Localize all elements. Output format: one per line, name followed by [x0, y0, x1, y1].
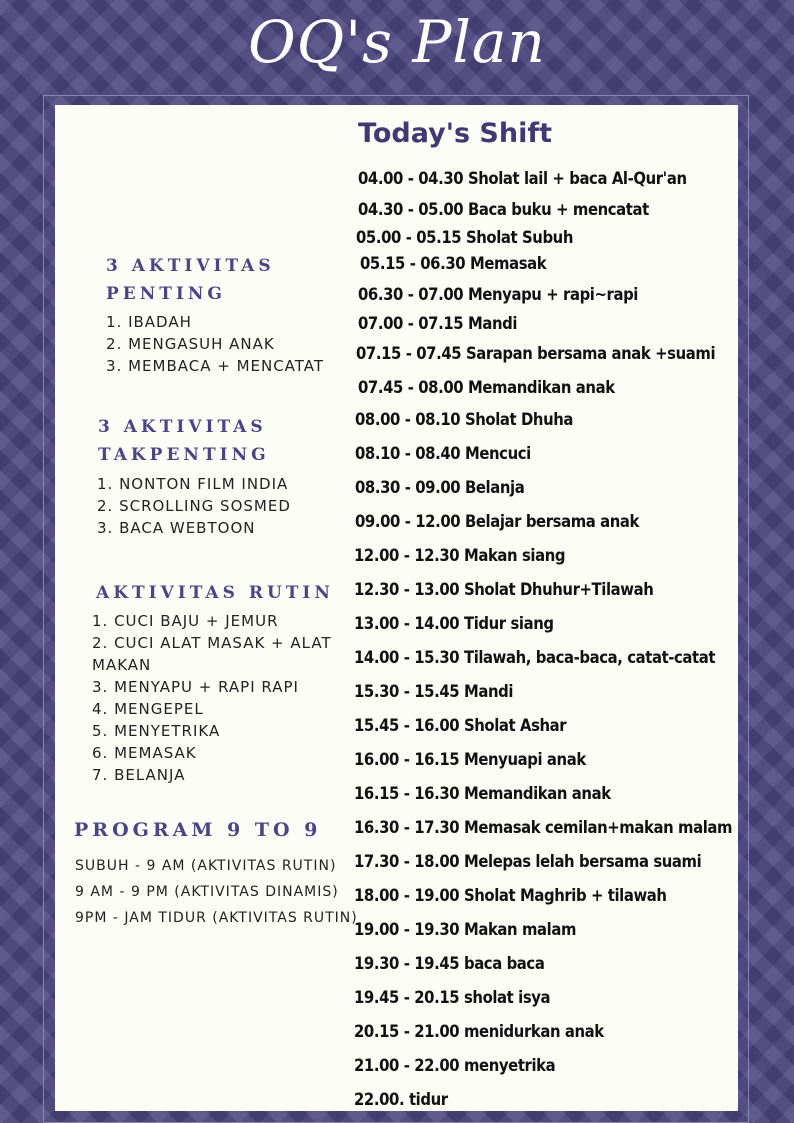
penting-list — [106, 311, 346, 377]
shift-item: 16.00 - 16.15 Menyuapi anak — [354, 750, 586, 769]
rutin-list — [92, 610, 354, 786]
shift-item: 22.00. tidur — [354, 1090, 448, 1109]
shift-item: 16.30 - 17.30 Memasak cemilan+makan malam — [354, 818, 733, 837]
shift-item: 21.00 - 22.00 menyetrika — [354, 1056, 556, 1075]
list-item: 4. MENGEPEL — [92, 700, 204, 718]
rutin-heading: AKTIVITAS RUTIN — [96, 583, 334, 603]
shift-item: 07.00 - 07.15 Mandi — [358, 314, 518, 333]
shift-item: 19.00 - 19.30 Makan malam — [354, 920, 577, 939]
shift-item: 17.30 - 18.00 Melepas lelah bersama suami — [354, 852, 702, 871]
list-item: 3. MEMBACA + MENCATAT — [106, 357, 325, 375]
shift-item: 05.15 - 06.30 Memasak — [360, 254, 547, 273]
takpenting-heading: 3 AKTIVITAS TAKPENTING — [98, 417, 270, 465]
list-item: 3. BACA WEBTOON — [97, 519, 256, 537]
list-item: 1. NONTON FILM INDIA — [97, 475, 289, 493]
shift-item: 07.15 - 07.45 Sarapan bersama anak +suami — [356, 344, 716, 363]
shift-item: 16.15 - 16.30 Memandikan anak — [354, 784, 611, 803]
shift-item: 18.00 - 19.00 Sholat Maghrib + tilawah — [354, 886, 667, 905]
shift-item: 08.30 - 09.00 Belanja — [355, 478, 525, 497]
program-line: 9PM - JAM TIDUR (AKTIVITAS RUTIN) — [75, 910, 358, 926]
list-item: 1. CUCI BAJU + JEMUR — [92, 612, 279, 630]
shift-item: 09.00 - 12.00 Belajar bersama anak — [355, 512, 640, 531]
shift-item: 04.30 - 05.00 Baca buku + mencatat — [358, 200, 649, 219]
list-item: 7. BELANJA — [92, 766, 186, 784]
program-line: 9 AM - 9 PM (AKTIVITAS DINAMIS) — [75, 884, 339, 900]
list-item: 6. MEMASAK — [92, 744, 197, 762]
shift-item: 12.30 - 13.00 Sholat Dhuhur+Tilawah — [354, 580, 654, 599]
shift-item: 19.45 - 20.15 sholat isya — [354, 988, 551, 1007]
page-title: OQ's Plan — [248, 8, 546, 76]
list-item: 2. MENGASUH ANAK — [106, 335, 275, 353]
list-item: 3. MENYAPU + RAPI RAPI — [92, 678, 299, 696]
shift-item: 15.45 - 16.00 Sholat Ashar — [354, 716, 567, 735]
list-item: 2. SCROLLING SOSMED — [97, 497, 291, 515]
shift-item: 14.00 - 15.30 Tilawah, baca-baca, catat-catat — [354, 648, 716, 667]
list-item: 2. CUCI ALAT MASAK + ALAT MAKAN — [92, 634, 332, 674]
penting-heading: 3 AKTIVITAS PENTING — [106, 256, 275, 304]
shift-item: 08.00 - 08.10 Sholat Dhuha — [355, 410, 574, 429]
list-item: 5. MENYETRIKA — [92, 722, 221, 740]
shift-item: 12.00 - 12.30 Makan siang — [354, 546, 566, 565]
shift-item: 13.00 - 14.00 Tidur siang — [354, 614, 554, 633]
takpenting-list — [97, 473, 337, 539]
shift-item: 05.00 - 05.15 Sholat Subuh — [356, 228, 574, 247]
shift-item: 19.30 - 19.45 baca baca — [354, 954, 545, 973]
shift-item: 15.30 - 15.45 Mandi — [354, 682, 514, 701]
shift-item: 07.45 - 08.00 Memandikan anak — [358, 378, 615, 397]
program-line: SUBUH - 9 AM (AKTIVITAS RUTIN) — [75, 858, 337, 874]
shift-heading: Today's Shift — [358, 118, 553, 149]
shift-item: 04.00 - 04.30 Sholat lail + baca Al-Qur'an — [358, 169, 687, 188]
program-heading: PROGRAM 9 TO 9 — [74, 819, 322, 841]
list-item: 1. IBADAH — [106, 313, 192, 331]
shift-item: 08.10 - 08.40 Mencuci — [355, 444, 531, 463]
shift-item: 06.30 - 07.00 Menyapu + rapi~rapi — [358, 285, 638, 304]
shift-item: 20.15 - 21.00 menidurkan anak — [354, 1022, 604, 1041]
